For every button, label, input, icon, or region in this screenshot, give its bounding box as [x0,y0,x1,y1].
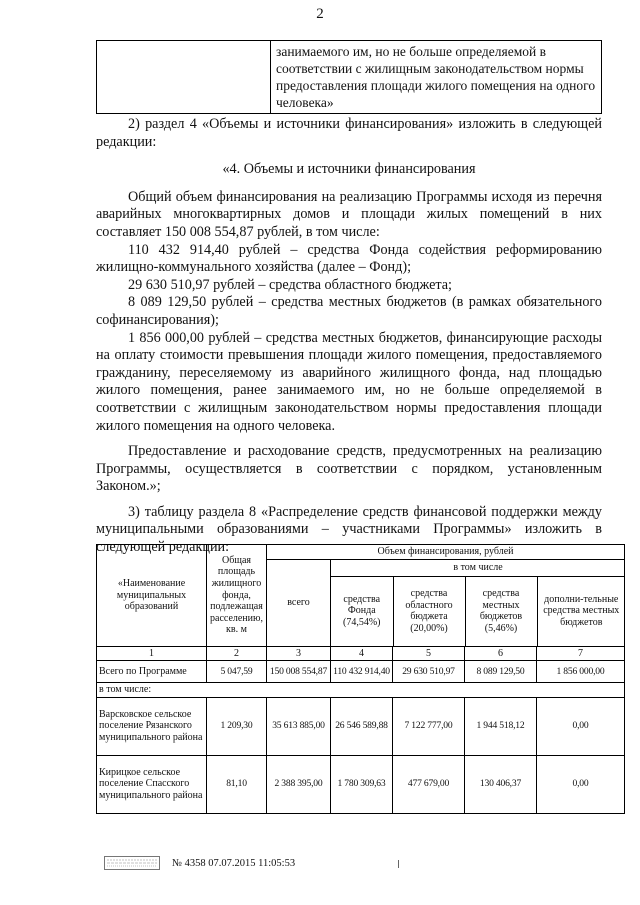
col-number: 3 [267,646,331,661]
continuation-row [97,41,602,114]
row-name: Кирицкое сельское поселение Спасского муниципального района [97,755,207,813]
document-footer [104,854,295,874]
header-area: Общая площадь жилищного фонда, подлежащая расселению, кв. м [207,545,267,647]
header-row-1 [97,545,625,560]
financing-table [96,544,625,814]
row-total: 2 388 395,00 [267,755,331,813]
header-including: в том числе [331,560,625,577]
paragraph-section4-intro: 2) раздел 4 «Объемы и источники финансирования» изложить в следующей редакции: [96,116,602,150]
row-fund: 1 780 309,63 [331,755,393,813]
col-number: 1 [97,646,207,661]
page-number: 2 [316,6,324,22]
table-row-total [97,661,625,683]
section-heading: «4. Объемы и источники финансирования [222,161,476,178]
row-local: 1 944 518,12 [465,697,537,755]
table-row [97,697,625,755]
registration-number: № 4358 07.07.2015 11:05:53 [172,857,296,869]
paragraph-local: 8 089 129,50 рублей – средства местных бюджетов (в рамках обязательного софинансирования); [96,294,602,328]
col-number: 7 [537,646,625,661]
row-name: Всего по Программе [97,661,207,683]
margin-tick [398,860,399,868]
paragraph-fund: 110 432 914,40 рублей – средства Фонда содействия реформированию жилищно-коммунального хозяйства (далее – Фонд); [96,241,602,276]
row-extra: 1 856 000,00 [537,661,625,683]
row-regional: 477 679,00 [393,755,465,813]
continuation-table [96,40,602,114]
paragraph-total: Общий объем финансирования на реализацию Программы исходя из перечня аварийных многоквартирных домов и площади жилых помещений в них составляет 150 008 554,87 рублей, в том числе: [96,188,602,240]
row-name: Варсковское сельское поселение Рязанского муниципального района [97,697,207,755]
table-row-subhead [97,683,625,698]
header-name: «Наименование муниципальных образований [97,545,207,647]
paragraph-procedure: Предоставление и расходование средств, предусмотренных на реализацию Программы, осуществляется в соответствии с порядком, установленным Законом.»; [96,443,602,495]
paragraph-extra: 1 856 000,00 рублей – средства местных бюджетов, финансирующие расходы на оплату стоимости превышения площади жилого помещения, предоставляемого гражданину, переселяемому из аварийного жилищного фонда, над площадью жилого помещения, ранее занимаемого им, но не больше определяемой в соответствии с жилищным законодательством нормы предоставления площади жилого помещения на одного человека. [96,329,602,434]
header-including-table [331,560,625,646]
row-local: 130 406,37 [465,755,537,813]
col-number: 4 [331,646,393,661]
header-local: средства местных бюджетов (5,46%) [465,576,537,646]
row-regional: 7 122 777,00 [393,697,465,755]
row-total: 150 008 554,87 [267,661,331,683]
header-regional: средства областного бюджета (20,00%) [393,576,465,646]
column-number-row [97,646,625,661]
row-fund: 26 546 589,88 [331,697,393,755]
table-row [97,755,625,813]
header-fund: средства Фонда (74,54%) [331,576,393,646]
row-extra: 0,00 [537,755,625,813]
header-subcols-row [331,576,625,646]
col-number: 2 [207,646,267,661]
row-extra: 0,00 [537,697,625,755]
row-total: 35 613 885,00 [267,697,331,755]
continuation-text: занимаемого им, но не больше определяемой в соответствии с жилищным законодательством нормы предоставления площади жилого помещения на одного человека» [271,41,602,114]
col-number: 5 [393,646,465,661]
paragraph-section8-intro: 3) таблицу раздела 8 «Распределение средств финансовой поддержки между муниципальными образованиями – участниками Программы» изложить в следующей редакции: [96,503,602,556]
subhead-including: в том числе: [97,683,625,698]
header-including-row [331,560,625,577]
continuation-empty-cell [97,41,271,114]
row-local: 8 089 129,50 [465,661,537,683]
header-volume: Объем финансирования, рублей [267,545,625,560]
row-fund: 110 432 914,40 [331,661,393,683]
row-area: 1 209,30 [207,697,267,755]
col-number: 6 [465,646,537,661]
header-total: всего [267,559,331,646]
row-area: 81,10 [207,755,267,813]
registration-stamp-icon [104,856,160,870]
row-regional: 29 630 510,97 [393,661,465,683]
row-area: 5 047,59 [207,661,267,683]
header-extra: дополни-тельные средства местных бюджетов [543,593,620,628]
header-including-wrap [331,559,625,646]
document-body [96,116,602,557]
paragraph-regional: 29 630 510,97 рублей – средства областного бюджета; [128,276,452,293]
